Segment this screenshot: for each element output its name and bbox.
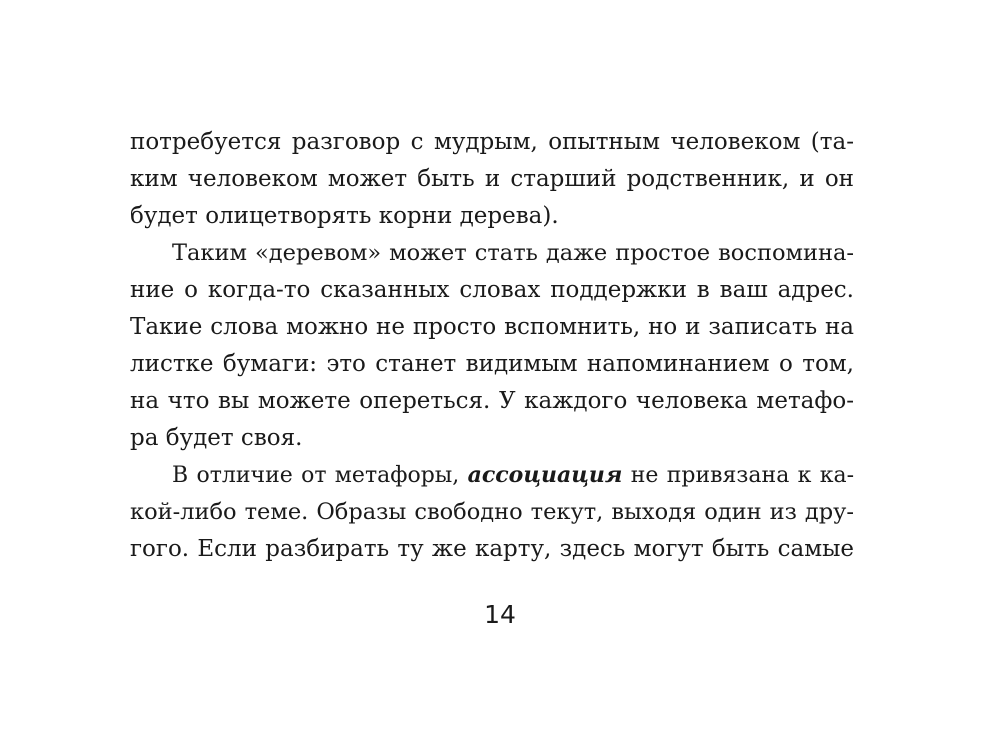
text-run: не привязана к ка- [622, 463, 854, 488]
text-line: ние о когда-то сказанных словах поддержки в ваш адрес. [130, 277, 854, 303]
text-line [130, 457, 854, 494]
body-text [130, 124, 854, 568]
emphasized-term: ассоциация [467, 462, 623, 488]
text-line: ра будет своя. [130, 425, 303, 451]
text-line: Такие слова можно не просто вспомнить, но и записать на [130, 314, 854, 340]
paragraph-3 [130, 457, 854, 568]
text-line: потребуется разговор с мудрым, опытным человеком (та- [130, 129, 854, 155]
text-line: будет олицетворять корни дерева). [130, 203, 559, 229]
text-line: кой-либо теме. Образы свободно текут, выходя один из дру- [130, 499, 854, 525]
paragraph-2 [130, 235, 854, 457]
text-run: В отличие от метафоры, [172, 463, 468, 488]
text-line: гого. Если разбирать ту же карту, здесь могут быть самые [130, 536, 854, 562]
page-number: 14 [484, 600, 516, 629]
text-line: на что вы можете опереться. У каждого человека метафо- [130, 388, 854, 414]
text-line: ким человеком может быть и старший родственник, и он [130, 166, 854, 192]
text-line: Таким «деревом» может стать даже простое воспомина- [172, 240, 854, 266]
text-line: листке бумаги: это станет видимым напоминанием о том, [130, 351, 854, 377]
paragraph-1 [130, 124, 854, 235]
